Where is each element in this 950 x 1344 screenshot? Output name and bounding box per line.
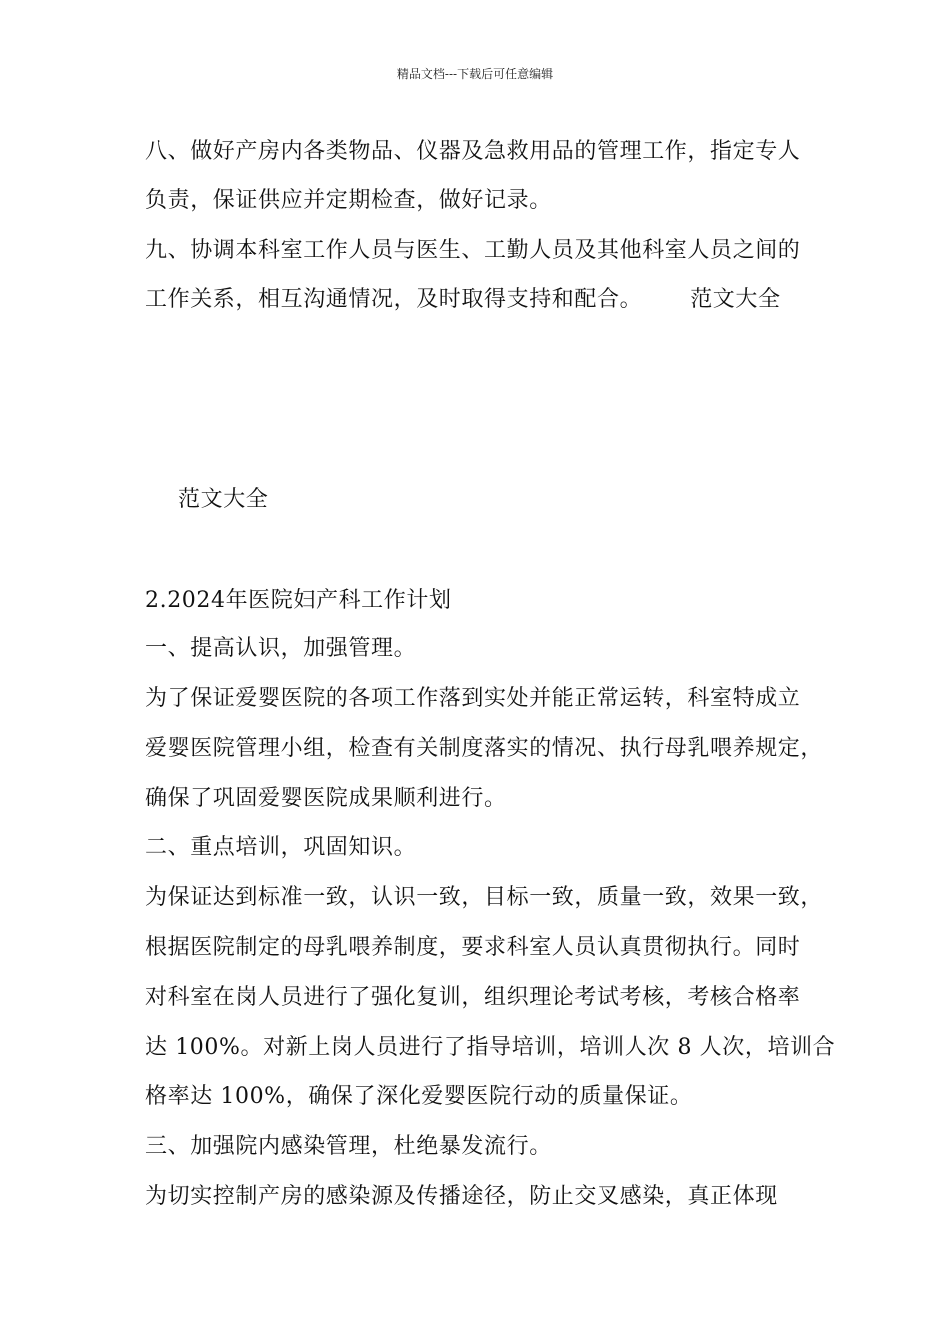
section-heading: 二、重点培训，巩固知识。	[145, 835, 417, 860]
paragraph-line: 为切实控制产房的感染源及传播途径，防止交叉感染，真正体现	[145, 1184, 778, 1209]
section-heading: 三、加强院内感染管理，杜绝暴发流行。	[145, 1134, 552, 1159]
section-heading: 一、提高认识，加强管理。	[145, 636, 417, 661]
paragraph-line: 确保了巩固爱婴医院成果顺利进行。	[145, 786, 507, 811]
section-title: 2.2024年医院妇产科工作计划	[145, 588, 452, 613]
paragraph-line: 为了保证爱婴医院的各项工作落到实处并能正常运转，科室特成立	[145, 686, 801, 711]
paragraph-line: 爱婴医院管理小组，检查有关制度落实的情况、执行母乳喂养规定，	[145, 736, 824, 761]
paragraph-line: 九、协调本科室工作人员与医生、工勤人员及其他科室人员之间的	[145, 238, 801, 263]
paragraph-line: 负责，保证供应并定期检查，做好记录。	[145, 188, 552, 213]
paragraph-line: 根据医院制定的母乳喂养制度，要求科室人员认真贯彻执行。同时	[145, 935, 801, 960]
page-header: 精品文档---下载后可任意编辑	[396, 67, 554, 81]
watermark-text: 范文大全	[690, 287, 781, 312]
paragraph-line	[145, 285, 835, 315]
paragraph-line: 为保证达到标准一致，认识一致，目标一致，质量一致，效果一致，	[145, 885, 824, 910]
watermark-text: 范文大全	[178, 487, 269, 512]
paragraph-line: 达 100%。对新上岗人员进行了指导培训，培训人次 8 人次，培训合	[145, 1035, 836, 1060]
paragraph-line: 八、做好产房内各类物品、仪器及急救用品的管理工作，指定专人	[145, 139, 801, 164]
paragraph-line: 对科室在岗人员进行了强化复训，组织理论考试考核，考核合格率	[145, 985, 801, 1010]
paragraph-line: 格率达 100%，确保了深化爱婴医院行动的质量保证。	[145, 1084, 693, 1109]
paragraph-text: 工作关系，相互沟通情况，及时取得支持和配合。	[145, 287, 643, 312]
